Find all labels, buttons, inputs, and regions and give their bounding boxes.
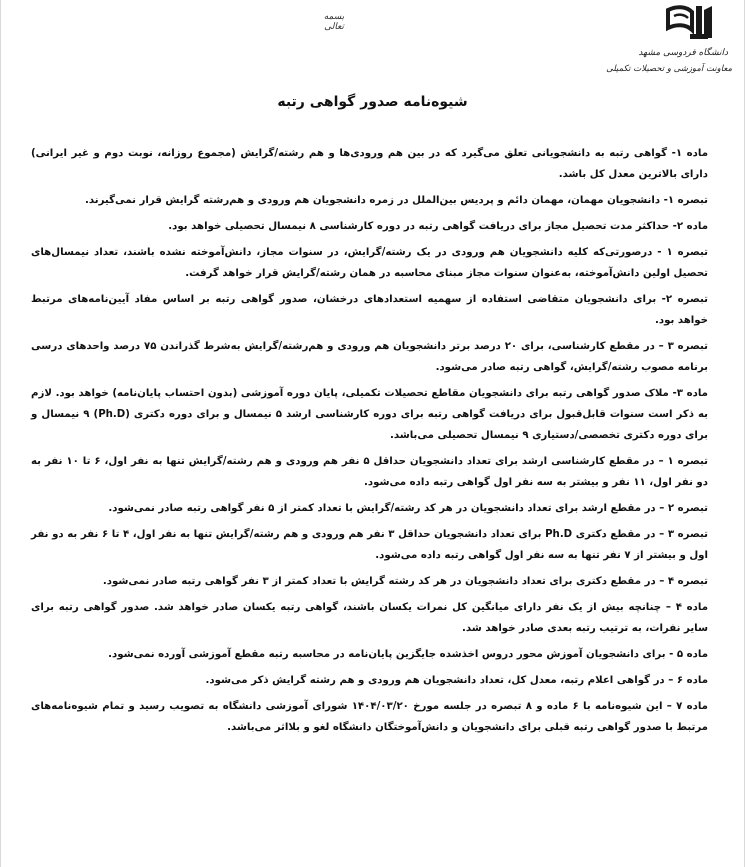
- letterhead: [606, 4, 734, 78]
- article-2-note-2: تبصره ۲- برای دانشجویان متقاضی استفاده از سهمیه استعدادهای درخشان، صدور گواهی رتبه بر اساس مفاد آیین‌نامه‌های مرتبط خواهد بود.: [31, 294, 708, 326]
- article-4: ماده ۴ – چنانچه بیش از یک نفر دارای میانگین کل نمرات یکسان باشند، گواهی رتبه یکسان صادر خواهد شد. صدور گواهی رتبه برای سایر نفرات، به ترتیب رتبه بعدی صادر خواهد شد.: [31, 602, 709, 634]
- document-title: شیوه‌نامه صدور گواهی رتبه: [277, 94, 468, 110]
- article-6: ماده ۶ – در گواهی اعلام رتبه، معدل کل، تعداد دانشجویان هم ورودی و هم رشته گرایش ذکر می‌شود.: [205, 675, 708, 686]
- article-1-note-1: تبصره ۱- دانشجویان مهمان، مهمان دائم و پردیس بین‌الملل در زمره دانشجویان هم ورودی و هم‌رشته گرایش قرار نمی‌گیرند.: [85, 195, 708, 206]
- article-3-note-3: تبصره ۳ – در مقطع دکتری Ph.D برای تعداد دانشجویان حداقل ۳ نفر هم ورودی و هم رشته/گرایش تنها به نفر اول، ۴ تا ۶ نفر به دو نفر اول و بیشتر از ۷ نفر تنها به سه نفر اول گواهی رتبه داده می‌شود.: [31, 529, 708, 561]
- article-7: ماده ۷ – این شیوه‌نامه با ۶ ماده و ۸ تبصره در جلسه مورخ ۱۴۰۴/۰۳/۲۰ شورای آموزشی دانشگاه به تصویب رسید و تمام شیوه‌نامه‌های مرتبط با صدور گواهی رتبه قبلی برای دانشجویان و دانش‌آموختگان دانشگاه لغو و بلااثر می‌باشد.: [31, 701, 708, 733]
- article-3: ماده ۳- ملاک صدور گواهی رتبه برای دانشجویان مقاطع تحصیلات تکمیلی، پایان دوره آموزشی (بدون احتساب پایان‌نامه) خواهد بود. لازم به ذکر است سنوات قابل‌قبول برای دریافت گواهی رتبه برای دوره کارشناسی ارشد ۵ نیمسال و برای دوره دکتری (Ph.D) ۹ نیمسال و برای دوره دکتری تخصصی/دستیاری ۹ نیمسال تحصیلی می‌باشد.: [31, 388, 709, 441]
- article-2: ماده ۲- حداکثر مدت تحصیل مجاز برای دریافت گواهی رتبه در دوره کارشناسی ۸ نیمسال تحصیلی خواهد بود.: [168, 221, 708, 232]
- article-3-note-4: تبصره ۴ – در مقطع دکتری برای تعداد دانشجویان در هر کد رشته گرایش با تعداد کمتر از ۳ نفر گواهی رتبه صادر نمی‌شود.: [102, 576, 708, 587]
- article-5: ماده ۵ - برای دانشجویان آموزش محور دروس اخذشده جایگزین پایان‌نامه در محاسبه رتبه مقطع آموزشی آورده نمی‌شود.: [108, 649, 708, 660]
- invocation-text: بسمه تعالی: [323, 12, 345, 32]
- article-3-note-1: تبصره ۱ – در مقطع کارشناسی ارشد برای تعداد دانشجویان حداقل ۵ نفر هم ورودی و هم رشته/گرایش تنها به نفر اول، ۶ تا ۱۰ نفر به دو نفر اول، ۱۱ نفر و بیشتر به سه نفر اول گواهی رتبه داده می‌شود.: [31, 456, 709, 488]
- deputy-name: معاونت آموزشی و تحصیلات تکمیلی: [606, 64, 732, 74]
- article-1: ماده ۱- گواهی رتبه به دانشجویانی تعلق می‌گیرد که در بین هم ورودی‌ها و هم رشته/گرایش (مجموع روزانه، نوبت دوم و غیر ایرانی) دارای بالاترین معدل کل باشد.: [31, 148, 709, 180]
- article-3-note-2: تبصره ۲ – در مقطع ارشد برای تعداد دانشجویان در هر کد رشته/گرایش با تعداد کمتر از ۵ نفر گواهی رتبه صادر نمی‌شود.: [108, 503, 708, 514]
- article-2-note-1: تبصره ۱ - درصورتی‌که کلیه دانشجویان هم ورودی در یک رشته/گرایش، در سنوات مجاز، دانش‌آموخته نشده باشند، تعداد نیمسال‌های تحصیل اولین دانش‌آموخته، به‌عنوان سنوات مجاز مبنای محاسبه در همان رشته/گرایش قرار خواهد گرفت.: [31, 247, 708, 279]
- university-logo-icon: [660, 4, 716, 46]
- university-name: دانشگاه فردوسی مشهد: [638, 48, 728, 58]
- article-2-note-3: تبصره ۳ – در مقطع کارشناسی، برای ۲۰ درصد برتر دانشجویان هم ورودی و هم‌رشته/گرایش به‌شرط گذراندن ۷۵ درصد واحدهای درسی برنامه مصوب رشته/گرایش، گواهی رتبه صادر می‌شود.: [31, 341, 709, 373]
- document-body: [31, 143, 708, 743]
